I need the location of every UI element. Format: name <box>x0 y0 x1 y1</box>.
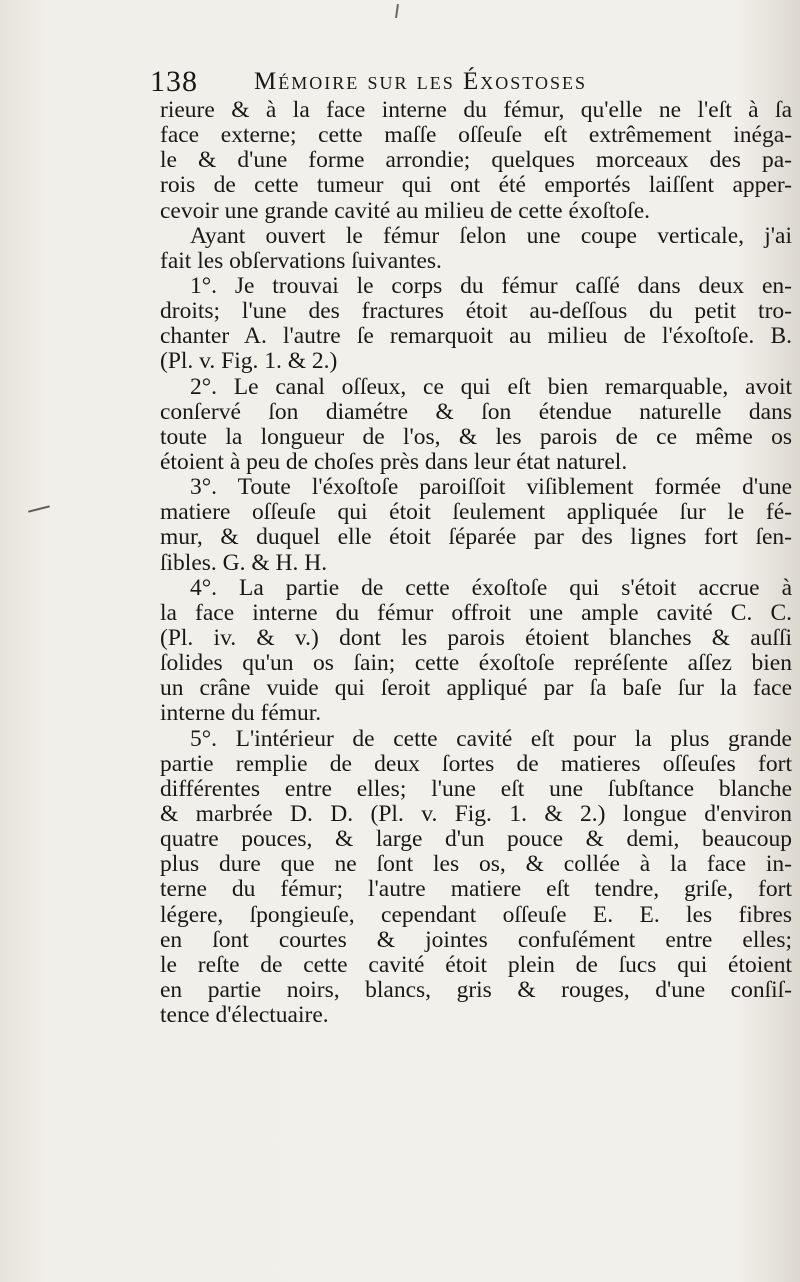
text-line: différentes entre elles; l'une eſt une ſubſtance blanche <box>160 775 792 802</box>
text-line: toute la longueur de l'os, & les parois de ce même os <box>160 423 792 450</box>
page-number: 138 <box>150 65 198 98</box>
text-line: ſolides qu'un os ſain; cette éxoſtoſe repréſente aſſez bien <box>160 650 792 677</box>
text-line: le & d'une forme arrondie; quelques morceaux des pa- <box>160 147 792 174</box>
text-line: tence d'électuaire. <box>160 1002 329 1029</box>
text-line: Ayant ouvert le fémur ſelon une coupe verticale, j'ai <box>190 222 792 249</box>
margin-mark <box>28 505 50 512</box>
text-line: plus dure que ne ſont les os, & collée à la face in- <box>160 851 792 878</box>
text-line: droits; l'une des fractures étoit au-deſſous du petit tro- <box>160 298 792 325</box>
text-line: (Pl. v. Fig. 1. & 2.) <box>160 348 338 375</box>
text-line: quatre pouces, & large d'un pouce & demi, beaucoup <box>160 826 792 853</box>
text-line: rois de cette tumeur qui ont été emportés laiſſent apper- <box>160 172 792 199</box>
text-line: & marbrée D. D. (Pl. v. Fig. 1. & 2.) longue d'environ <box>160 800 792 827</box>
text-line: un crâne vuide qui ſeroit appliqué par ſa baſe ſur la face <box>160 675 792 702</box>
body-text <box>160 98 792 1028</box>
text-line: matiere oſſeuſe qui étoit ſeulement appliquée ſur le fé- <box>160 499 792 526</box>
text-line: ſibles. G. & H. H. <box>160 549 328 576</box>
text-line: terne du fémur; l'autre matiere eſt tendre, griſe, fort <box>160 876 792 903</box>
text-line: en partie noirs, blancs, gris & rouges, d'une conſiſ- <box>160 976 792 1003</box>
text-line: mur, & duquel elle étoit ſéparée par des lignes fort ſen- <box>160 524 792 551</box>
text-line: étoient à peu de choſes près dans leur état naturel. <box>160 448 628 475</box>
text-line: la face interne du fémur offroit une ample cavité C. C. <box>160 599 792 626</box>
page-header <box>150 62 710 102</box>
text-line: légere, ſpongieuſe, cependant oſſeuſe E. E. les fibres <box>160 901 792 928</box>
ink-mark <box>395 4 399 18</box>
text-line: 5°. L'intérieur de cette cavité eſt pour la plus grande <box>190 725 792 752</box>
text-line: en ſont courtes & jointes confuſément entre elles; <box>160 926 792 953</box>
text-line: interne du fémur. <box>160 700 322 727</box>
text-line: face externe; cette maſſe oſſeuſe eſt extrêmement inéga- <box>160 122 792 149</box>
text-line: 4°. La partie de cette éxoſtoſe qui s'étoit accrue à <box>190 574 792 601</box>
text-line: le reſte de cette cavité étoit plein de ſucs qui étoient <box>160 951 792 978</box>
text-line: rieure & à la face interne du fémur, qu'elle ne l'eſt à ſa <box>160 97 792 123</box>
text-line: (Pl. iv. & v.) dont les parois étoient blanches & auſſi <box>160 624 792 651</box>
text-line: 1°. Je trouvai le corps du fémur caſſé dans deux en- <box>190 272 792 299</box>
text-line: fait les obſervations ſuivantes. <box>160 247 442 274</box>
text-line: partie remplie de deux ſortes de matieres oſſeuſes fort <box>160 750 792 777</box>
text-line: 3°. Toute l'éxoſtoſe paroiſſoit viſiblement formée d'une <box>190 474 792 501</box>
text-line: 2°. Le canal oſſeux, ce qui eſt bien remarquable, avoit <box>190 373 792 400</box>
text-line: chanter A. l'autre ſe remarquoit au milieu de l'éxoſtoſe. B. <box>160 323 792 350</box>
text-line: conſervé ſon diamétre & ſon étendue naturelle dans <box>160 398 792 425</box>
running-title: Mémoire sur les Éxostoses <box>254 68 587 95</box>
text-line: cevoir une grande cavité au milieu de cette éxoſtoſe. <box>160 197 651 224</box>
